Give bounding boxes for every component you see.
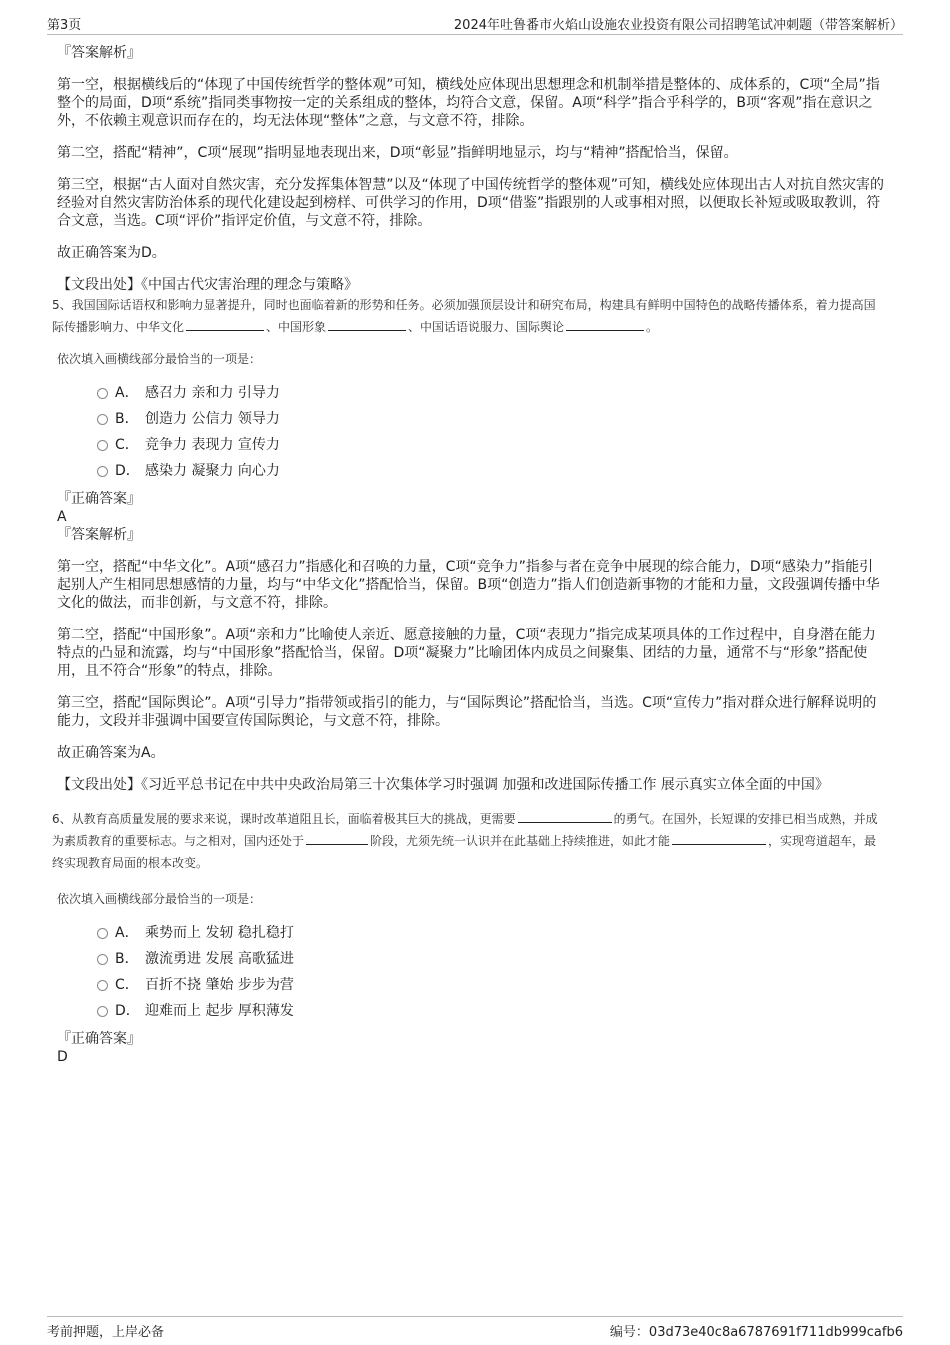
radio-icon[interactable] — [97, 980, 108, 991]
footer-slogan: 考前押题，上岸必备 — [47, 1325, 165, 1340]
question-stem: 6、从教育高质量发展的要求来说，课时改革道阻且长，面临着极其巨大的挑战，更需要 的勇气。在国外，长短课的安排已相当成熟，并成为素质教育的重要标志。与之相对，国内还处于 阶段，尤须先统一认识并在此基础上持续推进，如此才能 ，实现弯道超车，最终实现教育局面的根本改变。 — [52, 812, 878, 870]
option-d[interactable]: D． 迎难而上 起步 厚积薄发 — [57, 998, 887, 1024]
page-header — [47, 14, 903, 35]
analysis-paragraph: 第二空，搭配“精神”，C项“展现”指明显地表现出来，D项“彰显”指鲜明地显示，均与“精神”搭配恰当，保留。 — [57, 145, 738, 161]
analysis-conclusion: 故正确答案为A。 — [57, 745, 165, 761]
option-a[interactable]: A． 感召力 亲和力 引导力 — [57, 380, 887, 406]
question-prompt: 依次填入画横线部分最恰当的一项是： — [57, 352, 262, 366]
blank-line — [566, 318, 644, 331]
radio-icon[interactable] — [97, 928, 108, 939]
analysis-paragraph: 第二空，搭配“中国形象”。A项“亲和力”比喻使人亲近、愿意接触的力量，C项“表现力”指完成某项具体的工作过程中，自身潜在能力特点的凸显和流露，均与“中国形象”搭配恰当，保留。D项“凝聚力”比喻团体内成员之间聚集、团结的力量，通常不与“形象”搭配使用，且不符合“形象”的特点，排除。 — [57, 627, 876, 679]
radio-icon[interactable] — [97, 414, 108, 425]
radio-icon[interactable] — [97, 440, 108, 451]
option-c[interactable]: C． 百折不挠 肇始 步步为营 — [57, 972, 887, 998]
option-b[interactable]: B． 激流勇进 发展 高歌猛进 — [57, 946, 887, 972]
blank-line — [672, 832, 766, 845]
blank-line — [518, 810, 612, 823]
radio-icon[interactable] — [97, 388, 108, 399]
option-a[interactable]: A． 乘势而上 发轫 稳扎稳打 — [57, 920, 887, 946]
option-b[interactable]: B． 创造力 公信力 领导力 — [57, 406, 887, 432]
question-prompt: 依次填入画横线部分最恰当的一项是： — [57, 892, 262, 906]
option-list — [57, 920, 887, 1024]
blank-line — [306, 832, 368, 845]
correct-answer: D — [57, 1049, 68, 1065]
source-citation: 【文段出处】《中国古代灾害治理的理念与策略》 — [57, 277, 358, 293]
analysis-paragraph: 第三空，搭配“国际舆论”。A项“引导力”指带领或指引的能力，与“国际舆论”搭配恰当，当选。C项“宣传力”指对群众进行解释说明的能力，文段并非强调中国要宣传国际舆论，与文意不符，排除。 — [57, 695, 877, 729]
question-stem: 5、我国国际话语权和影响力显著提升，同时也面临着新的形势和任务。必须加强顶层设计和研究布局，构建具有鲜明中国特色的战略传播体系，着力提高国际传播影响力、中华文化 、中国形象 、中国话语说服力、国际舆论 。 — [52, 298, 876, 334]
source-citation: 【文段出处】《习近平总书记在中共中央政治局第三十次集体学习时强调 加强和改进国际传播工作 展示真实立体全面的中国》 — [57, 777, 829, 793]
radio-icon[interactable] — [97, 954, 108, 965]
radio-icon[interactable] — [97, 1006, 108, 1017]
page-number: 第3页 — [47, 18, 82, 33]
option-c[interactable]: C． 竞争力 表现力 宣传力 — [57, 432, 887, 458]
radio-icon[interactable] — [97, 466, 108, 477]
document-body — [52, 44, 887, 1066]
blank-line — [186, 318, 264, 331]
document-id: 编号：03d73e40c8a6787691f711db999cafb6 — [609, 1325, 903, 1340]
analysis-paragraph: 第三空，根据“古人面对自然灾害，充分发挥集体智慧”以及“体现了中国传统哲学的整体观”可知，横线处应体现出古人对抗自然灾害的经验对自然灾害防治体系的现代化建设起到榜样、可供学习的作用，D项“借鉴”指跟别的人或事相对照，以便取长补短或吸取教训，符合文意，当选。C项“评价”指评定价值，与文意不符，排除。 — [57, 177, 885, 229]
document-title: 2024年吐鲁番市火焰山设施农业投资有限公司招聘笔试冲刺题（带答案解析） — [453, 18, 903, 33]
analysis-paragraph: 第一空，根据横线后的“体现了中国传统哲学的整体观”可知，横线处应体现出思想理念和机制举措是整体的、成体系的，C项“全局”指整个的局面，D项“系统”指同类事物按一定的关系组成的整体，均符合文意，保留。A项“科学”指合乎科学的，B项“客观”指在意识之外，不依赖主观意识而存在的，均无法体现“整体”之意，与文意不符，排除。 — [57, 77, 880, 129]
option-d[interactable]: D． 感染力 凝聚力 向心力 — [57, 458, 887, 484]
answer-label: 『正确答案』 — [57, 1031, 141, 1047]
answer-label: 『正确答案』 — [57, 491, 141, 507]
analysis-label: 『答案解析』 — [57, 527, 141, 543]
blank-line — [328, 318, 406, 331]
option-list — [57, 380, 887, 484]
correct-answer: A — [57, 509, 67, 525]
analysis-conclusion: 故正确答案为D。 — [57, 245, 166, 261]
page-footer — [47, 1316, 903, 1340]
analysis-label: 『答案解析』 — [57, 45, 141, 61]
analysis-paragraph: 第一空，搭配“中华文化”。A项“感召力”指感化和召唤的力量，C项“竞争力”指参与者在竞争中展现的综合能力，D项“感染力”指能引起别人产生相同思想感情的力量，均与“中华文化”搭配恰当，保留。B项“创造力”指人们创造新事物的才能和力量，文段强调传播中华文化的做法，而非创新，与文意不符，排除。 — [57, 559, 880, 611]
